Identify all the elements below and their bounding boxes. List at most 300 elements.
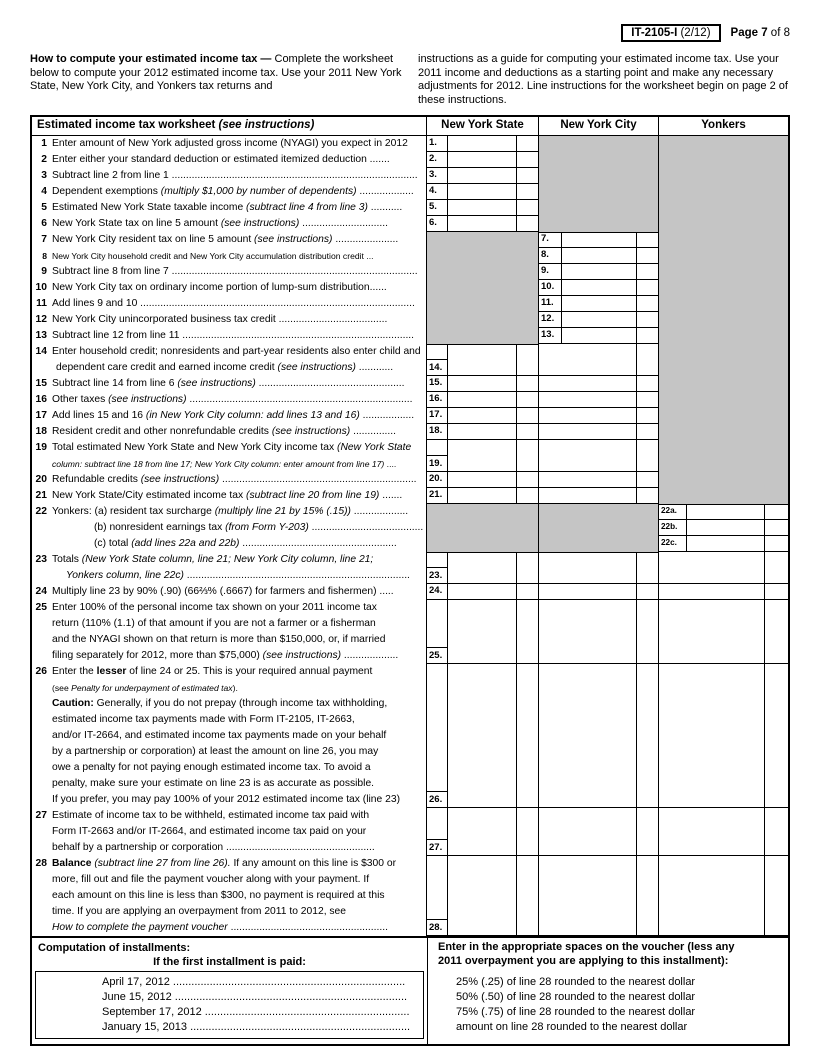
- amount-field-nyc-line12[interactable]: [561, 312, 658, 327]
- amount-cell-nys: [426, 200, 538, 216]
- dollars-box[interactable]: [448, 440, 516, 471]
- cents-box[interactable]: [636, 264, 658, 279]
- amount-field-nys-line15[interactable]: [447, 376, 538, 391]
- cents-box[interactable]: [516, 136, 538, 151]
- worksheet-row-line25: [32, 600, 788, 664]
- line-label: 2.: [429, 153, 437, 165]
- amount-field-yon-line28[interactable]: [659, 856, 788, 935]
- cents-box[interactable]: [516, 584, 538, 599]
- dollars-box[interactable]: [448, 376, 516, 391]
- amount-cell-nys: [426, 152, 538, 168]
- worksheet-row-line23: [32, 552, 788, 584]
- dollars-box[interactable]: [448, 345, 516, 375]
- amount-cell-nyc: [538, 424, 658, 440]
- cents-box[interactable]: [636, 472, 658, 487]
- dollars-box[interactable]: [659, 664, 764, 807]
- shaded-cell-yon: [658, 136, 788, 152]
- shaded-cell-nyc: [538, 200, 658, 216]
- row-description: 23 Totals (New York State column, line 21; New York City column, line 21; Yonkers column, line 22c) ..............................................................................: [32, 552, 426, 584]
- row-description: 7 New York City resident tax on line 5 amount (see instructions) ......................: [32, 232, 426, 248]
- cents-box[interactable]: [764, 808, 788, 855]
- shaded-cell-nys: [426, 312, 538, 328]
- amount-cell-nys: [426, 424, 538, 440]
- worksheet-row-line6: [32, 216, 788, 232]
- amount-field-nyc-line18[interactable]: [539, 424, 658, 439]
- line-number: [32, 920, 52, 936]
- line-label: 28.: [427, 919, 447, 935]
- cents-box[interactable]: [516, 345, 538, 375]
- amount-cell-yon: [658, 504, 788, 520]
- amount-field-yon-line22a[interactable]: [686, 505, 788, 519]
- amount-field-nys-line26[interactable]: [447, 664, 538, 807]
- cents-box[interactable]: [636, 376, 658, 391]
- row-description: 2 Enter either your standard deduction or estimated itemized deduction .......: [32, 152, 426, 168]
- shaded-cell-yon: [658, 408, 788, 424]
- amount-cell-nys: [426, 856, 538, 936]
- dollars-box[interactable]: [562, 264, 636, 279]
- line-number: 25: [35, 602, 47, 614]
- dollars-box[interactable]: [562, 248, 636, 263]
- amount-cell-nyc: [538, 376, 658, 392]
- dollars-box[interactable]: [539, 472, 636, 487]
- dollars-box[interactable]: [448, 184, 516, 199]
- cents-box[interactable]: [636, 328, 658, 343]
- dollars-box[interactable]: [448, 424, 516, 439]
- cents-box[interactable]: [516, 216, 538, 231]
- amount-field-nys-line4[interactable]: [447, 184, 538, 199]
- line-number: [32, 744, 52, 760]
- dollars-box[interactable]: [448, 168, 516, 183]
- worksheet-row-line13: [32, 328, 788, 344]
- amount-field-nys-line28[interactable]: [447, 856, 538, 935]
- cents-box[interactable]: [636, 248, 658, 263]
- installment-date: June 15, 2012 ............................................................................: [102, 991, 408, 1004]
- amount-field-nyc-line28[interactable]: [539, 856, 658, 935]
- amount-field-nys-line17[interactable]: [447, 408, 538, 423]
- row-description: 15 Subtract line 14 from line 6 (see instructions) ...................................................: [32, 376, 426, 392]
- line-label: 10.: [541, 281, 555, 293]
- cents-box[interactable]: [636, 312, 658, 327]
- installment-amount: amount on line 28 rounded to the nearest dollar: [456, 1020, 688, 1033]
- cents-box[interactable]: [764, 664, 788, 807]
- dollars-box[interactable]: [539, 440, 636, 471]
- amount-field-nyc-line14[interactable]: [539, 344, 658, 375]
- cents-box[interactable]: [764, 520, 788, 535]
- line-number: 7: [41, 234, 47, 246]
- shaded-cell-nys: [426, 264, 538, 280]
- cents-box[interactable]: [764, 600, 788, 663]
- amount-field-nyc-line13[interactable]: [561, 328, 658, 343]
- line-number: 10: [35, 282, 47, 294]
- worksheet-row-line24: [32, 584, 788, 600]
- shaded-cell-yon: [658, 232, 788, 248]
- worksheet-row-line4: [32, 184, 788, 200]
- line-label: 22a.: [661, 506, 677, 516]
- line-number: 26: [35, 666, 47, 678]
- shaded-cell-nyc: [538, 536, 658, 552]
- amount-field-nyc-line9[interactable]: [561, 264, 658, 279]
- amount-cell-nys: [426, 440, 538, 472]
- cents-box[interactable]: [516, 472, 538, 487]
- amount-field-nyc-line7[interactable]: [561, 233, 658, 247]
- line-label: 25.: [427, 647, 447, 663]
- cents-box[interactable]: [636, 280, 658, 295]
- cents-box[interactable]: [516, 600, 538, 663]
- amount-cell-nys: [426, 600, 538, 664]
- dollars-box[interactable]: [448, 216, 516, 231]
- line-number: 14: [35, 346, 47, 358]
- amount-field-nyc-line25[interactable]: [539, 600, 658, 663]
- installment-dates-box: [35, 971, 424, 1039]
- amount-cell-nys: [426, 168, 538, 184]
- line-label: 15.: [429, 377, 443, 389]
- line-number: 9: [41, 266, 47, 278]
- line-label: 18.: [429, 425, 443, 437]
- line-number: 18: [35, 426, 47, 438]
- column-header-new-york-state: New York State: [426, 117, 538, 135]
- worksheet-row-line16: [32, 392, 788, 408]
- worksheet-row-line15: [32, 376, 788, 392]
- worksheet-row-line17: [32, 408, 788, 424]
- worksheet-row-line22c: [32, 536, 788, 552]
- intro-lead: How to compute your estimated income tax —: [30, 53, 275, 65]
- dollars-box[interactable]: [687, 505, 764, 519]
- column-header-yonkers: Yonkers: [658, 117, 788, 135]
- line-number: 21: [35, 490, 47, 502]
- dollars-box[interactable]: [539, 376, 636, 391]
- amount-field-yon-line25[interactable]: [659, 600, 788, 663]
- cents-box[interactable]: [636, 424, 658, 439]
- dollars-box[interactable]: [539, 344, 636, 375]
- line-label: 21.: [429, 489, 443, 501]
- amount-field-yon-line23[interactable]: [659, 552, 788, 583]
- dollars-box[interactable]: [539, 424, 636, 439]
- amount-field-nys-line1[interactable]: [447, 136, 538, 151]
- installments-left: [32, 938, 428, 1044]
- amount-field-nys-line25[interactable]: [447, 600, 538, 663]
- shaded-cell-yon: [658, 376, 788, 392]
- cents-box[interactable]: [516, 553, 538, 583]
- line-number: [32, 824, 52, 840]
- amount-field-nyc-line8[interactable]: [561, 248, 658, 263]
- dollars-box[interactable]: [448, 152, 516, 167]
- shaded-cell-yon: [658, 216, 788, 232]
- line-number: [32, 776, 52, 792]
- worksheet-row-line27: [32, 808, 788, 856]
- cents-box[interactable]: [636, 808, 658, 855]
- dollars-box[interactable]: [539, 600, 636, 663]
- cents-box[interactable]: [764, 552, 788, 583]
- intro-left-column: How to compute your estimated income tax — Complete the worksheet below to compute your 2012 estimated income tax. Use your 2011 New York State, New York City, and Yonkers tax returns and: [30, 53, 402, 93]
- shaded-cell-nys: [426, 520, 538, 536]
- cents-box[interactable]: [516, 856, 538, 935]
- amount-field-nyc-line23[interactable]: [539, 553, 658, 583]
- amount-field-nys-line23[interactable]: [447, 553, 538, 583]
- cents-box[interactable]: [636, 408, 658, 423]
- amount-field-nys-line6[interactable]: [447, 216, 538, 231]
- worksheet-row-line10: [32, 280, 788, 296]
- dollars-box[interactable]: [687, 536, 764, 551]
- line-number: [32, 568, 52, 584]
- dollars-box[interactable]: [539, 553, 636, 583]
- installments-title: Computation of installments:: [38, 942, 191, 955]
- dollars-box[interactable]: [659, 600, 764, 663]
- amount-field-yon-line27[interactable]: [659, 808, 788, 855]
- line-number: [32, 456, 52, 472]
- worksheet-row-line22a: [32, 504, 788, 520]
- dollars-box[interactable]: [562, 296, 636, 311]
- cents-box[interactable]: [516, 408, 538, 423]
- cents-box[interactable]: [636, 584, 658, 599]
- dollars-box[interactable]: [539, 856, 636, 935]
- line-number: 16: [35, 394, 47, 406]
- amount-field-nys-line16[interactable]: [447, 392, 538, 407]
- dollars-box[interactable]: [659, 856, 764, 935]
- amount-field-nys-line21[interactable]: [447, 488, 538, 503]
- installment-amount: 75% (.75) of line 28 rounded to the nearest dollar: [456, 1005, 696, 1018]
- line-number: 3: [41, 170, 47, 182]
- row-description: 9 Subtract line 8 from line 7 ......................................................................................: [32, 264, 426, 280]
- worksheet-row-line28: [32, 856, 788, 936]
- amount-cell-nyc: [538, 296, 658, 312]
- dollars-box[interactable]: [448, 488, 516, 503]
- shaded-cell-yon: [658, 328, 788, 344]
- amount-field-nyc-line21[interactable]: [539, 488, 658, 503]
- amount-field-nyc-line16[interactable]: [539, 392, 658, 407]
- dollars-box[interactable]: [448, 392, 516, 407]
- dollars-box[interactable]: [448, 136, 516, 151]
- line-label: 19.: [427, 455, 447, 471]
- amount-field-nys-line27[interactable]: [447, 808, 538, 855]
- line-number: [32, 712, 52, 728]
- shaded-cell-nys: [426, 504, 538, 520]
- dollars-box[interactable]: [539, 664, 636, 807]
- dollars-box[interactable]: [539, 488, 636, 503]
- shaded-cell-yon: [658, 184, 788, 200]
- amount-field-nyc-line15[interactable]: [539, 376, 658, 391]
- cents-box[interactable]: [516, 376, 538, 391]
- amount-field-nys-line3[interactable]: [447, 168, 538, 183]
- dollars-box[interactable]: [448, 856, 516, 935]
- line-number: 17: [35, 410, 47, 422]
- cents-box[interactable]: [636, 344, 658, 375]
- amount-field-nyc-line11[interactable]: [561, 296, 658, 311]
- cents-box[interactable]: [516, 664, 538, 807]
- row-description: 12 New York City unincorporated business tax credit ......................................: [32, 312, 426, 328]
- amount-field-nys-line19[interactable]: [447, 440, 538, 471]
- shaded-cell-yon: [658, 280, 788, 296]
- dollars-box[interactable]: [562, 280, 636, 295]
- dollars-box[interactable]: [448, 553, 516, 583]
- amount-cell-nyc: [538, 488, 658, 504]
- dollars-box[interactable]: [562, 312, 636, 327]
- shaded-cell-nys: [426, 248, 538, 264]
- amount-field-yon-line26[interactable]: [659, 664, 788, 807]
- dollars-box[interactable]: [539, 584, 636, 599]
- line-label: 6.: [429, 217, 437, 229]
- worksheet-row-line7: [32, 232, 788, 248]
- amount-field-nyc-line20[interactable]: [539, 472, 658, 487]
- amount-cell-nyc: [538, 552, 658, 584]
- cents-box[interactable]: [516, 440, 538, 471]
- cents-box[interactable]: [764, 505, 788, 519]
- cents-box[interactable]: [516, 392, 538, 407]
- amount-cell-nyc: [538, 664, 658, 808]
- cents-box[interactable]: [516, 168, 538, 183]
- dollars-box[interactable]: [562, 328, 636, 343]
- shaded-cell-nyc: [538, 136, 658, 152]
- line-number: 1: [41, 138, 47, 150]
- column-header-new-york-city: New York City: [538, 117, 658, 135]
- cents-box[interactable]: [636, 488, 658, 503]
- line-label: 27.: [427, 839, 447, 855]
- form-id-box: [621, 24, 720, 42]
- amount-cell-nys: [426, 216, 538, 232]
- amount-field-nyc-line24[interactable]: [539, 584, 658, 599]
- cents-box[interactable]: [764, 856, 788, 935]
- shaded-cell-yon: [658, 312, 788, 328]
- amount-cell-nyc: [538, 312, 658, 328]
- amount-field-nyc-line27[interactable]: [539, 808, 658, 855]
- line-number: [32, 680, 52, 696]
- amount-field-nys-line5[interactable]: [447, 200, 538, 215]
- amount-cell-yon: [658, 536, 788, 552]
- shaded-cell-nyc: [538, 520, 658, 536]
- amount-field-yon-line22c[interactable]: [686, 536, 788, 551]
- cents-box[interactable]: [636, 600, 658, 663]
- row-description: 14 Enter household credit; nonresidents and part-year residents also enter child and dependent care credit and earned income credit (see instructions) ............: [32, 344, 426, 376]
- cents-box[interactable]: [636, 856, 658, 935]
- line-label: 14.: [427, 359, 447, 375]
- amount-cell-nyc: [538, 232, 658, 248]
- amount-field-nyc-line17[interactable]: [539, 408, 658, 423]
- shaded-cell-nys: [426, 280, 538, 296]
- amount-cell-nys: [426, 552, 538, 584]
- amount-field-nyc-line26[interactable]: [539, 664, 658, 807]
- page-number: Page 7 of 8: [730, 27, 790, 39]
- dollars-box[interactable]: [448, 472, 516, 487]
- row-description: 21 New York State/City estimated income tax (subtract line 20 from line 19) .......: [32, 488, 426, 504]
- worksheet-title: Estimated income tax worksheet (see instructions): [37, 119, 315, 132]
- dollars-box[interactable]: [687, 520, 764, 535]
- amount-cell-nyc: [538, 344, 658, 376]
- line-number: 23: [35, 554, 47, 566]
- worksheet-row-line21: [32, 488, 788, 504]
- amount-field-nyc-line10[interactable]: [561, 280, 658, 295]
- dollars-box[interactable]: [659, 808, 764, 855]
- dollars-box[interactable]: [448, 584, 516, 599]
- line-number: 4: [41, 186, 47, 198]
- cents-box[interactable]: [636, 440, 658, 471]
- amount-cell-nys: [426, 584, 538, 600]
- line-number: [32, 840, 52, 856]
- line-number: [32, 728, 52, 744]
- cents-box[interactable]: [636, 233, 658, 247]
- worksheet-row-line19: [32, 440, 788, 472]
- line-label: 7.: [541, 233, 549, 245]
- line-number: 19: [35, 442, 47, 454]
- shaded-cell-yon: [658, 472, 788, 488]
- worksheet-row-line26: [32, 664, 788, 808]
- line-label: 8.: [541, 249, 549, 261]
- amount-cell-yon: [658, 856, 788, 936]
- line-number: 5: [41, 202, 47, 214]
- line-number: 27: [35, 810, 47, 822]
- cents-box[interactable]: [516, 152, 538, 167]
- amount-field-nyc-line19[interactable]: [539, 440, 658, 471]
- amount-field-nys-line20[interactable]: [447, 472, 538, 487]
- cents-box[interactable]: [636, 392, 658, 407]
- dollars-box[interactable]: [659, 552, 764, 583]
- line-label: 23.: [427, 567, 447, 583]
- line-number: 22: [35, 506, 47, 518]
- amount-cell-nys: [426, 488, 538, 504]
- line-label: 11.: [541, 297, 554, 309]
- amount-field-nys-line18[interactable]: [447, 424, 538, 439]
- cents-box[interactable]: [516, 184, 538, 199]
- worksheet-header: [32, 117, 788, 136]
- dollars-box[interactable]: [448, 808, 516, 855]
- cents-box[interactable]: [764, 536, 788, 551]
- installment-amounts: [428, 975, 788, 1035]
- line-label: 4.: [429, 185, 437, 197]
- worksheet-row-line5: [32, 200, 788, 216]
- row-description: 11 Add lines 9 and 10 ................................................................................................: [32, 296, 426, 312]
- amount-cell-nys: [426, 808, 538, 856]
- shaded-cell-yon: [658, 248, 788, 264]
- amount-field-nys-line24[interactable]: [447, 584, 538, 599]
- line-number: 8: [42, 251, 47, 262]
- amount-field-nys-line2[interactable]: [447, 152, 538, 167]
- shaded-cell-nyc: [538, 152, 658, 168]
- cents-box[interactable]: [516, 808, 538, 855]
- cents-box[interactable]: [516, 488, 538, 503]
- amount-field-yon-line24[interactable]: [659, 584, 788, 599]
- cents-box[interactable]: [516, 424, 538, 439]
- worksheet-row-line11: [32, 296, 788, 312]
- dollars-box[interactable]: [659, 584, 764, 599]
- worksheet-table: [30, 115, 790, 938]
- worksheet-row-line2: [32, 152, 788, 168]
- cents-box[interactable]: [636, 296, 658, 311]
- dollars-box[interactable]: [539, 392, 636, 407]
- row-description: 17 Add lines 15 and 16 (in New York City column: add lines 13 and 16) ..................: [32, 408, 426, 424]
- dollars-box[interactable]: [448, 664, 516, 807]
- row-description: 26 Enter the lesser of line 24 or 25. This is your required annual payment (see Penalty for underpayment of estimated tax). Caution: Generally, if you do not prepay (through income tax withholding, estimated income tax payments made with Form IT-2105, IT-2663, and/or IT-2664, and estimated income tax payments made on your behalf by a partnership or corporation) at least the amount on line 26, you may owe a penalty for not paying enough estimated income tax. To avoid a penalty, make sure your estimate on line 23 is as accurate as possible. If you prefer, you may pay 100% of your 2012 estimated income tax (line 23): [32, 664, 426, 808]
- cents-box[interactable]: [516, 200, 538, 215]
- amount-cell-nyc: [538, 248, 658, 264]
- dollars-box[interactable]: [448, 408, 516, 423]
- dollars-box[interactable]: [448, 200, 516, 215]
- amount-cell-nyc: [538, 264, 658, 280]
- amount-field-yon-line22b[interactable]: [686, 520, 788, 535]
- dollars-box[interactable]: [539, 808, 636, 855]
- dollars-box[interactable]: [448, 600, 516, 663]
- dollars-box[interactable]: [539, 408, 636, 423]
- cents-box[interactable]: [636, 553, 658, 583]
- amount-cell-yon: [658, 520, 788, 536]
- cents-box[interactable]: [764, 584, 788, 599]
- worksheet-row-line20: [32, 472, 788, 488]
- line-number: 6: [41, 218, 47, 230]
- line-number: [32, 696, 52, 712]
- line-label: 3.: [429, 169, 437, 181]
- shaded-cell-nys: [426, 328, 538, 344]
- line-label: 5.: [429, 201, 437, 213]
- amount-field-nys-line14[interactable]: [447, 345, 538, 375]
- cents-box[interactable]: [636, 664, 658, 807]
- dollars-box[interactable]: [562, 233, 636, 247]
